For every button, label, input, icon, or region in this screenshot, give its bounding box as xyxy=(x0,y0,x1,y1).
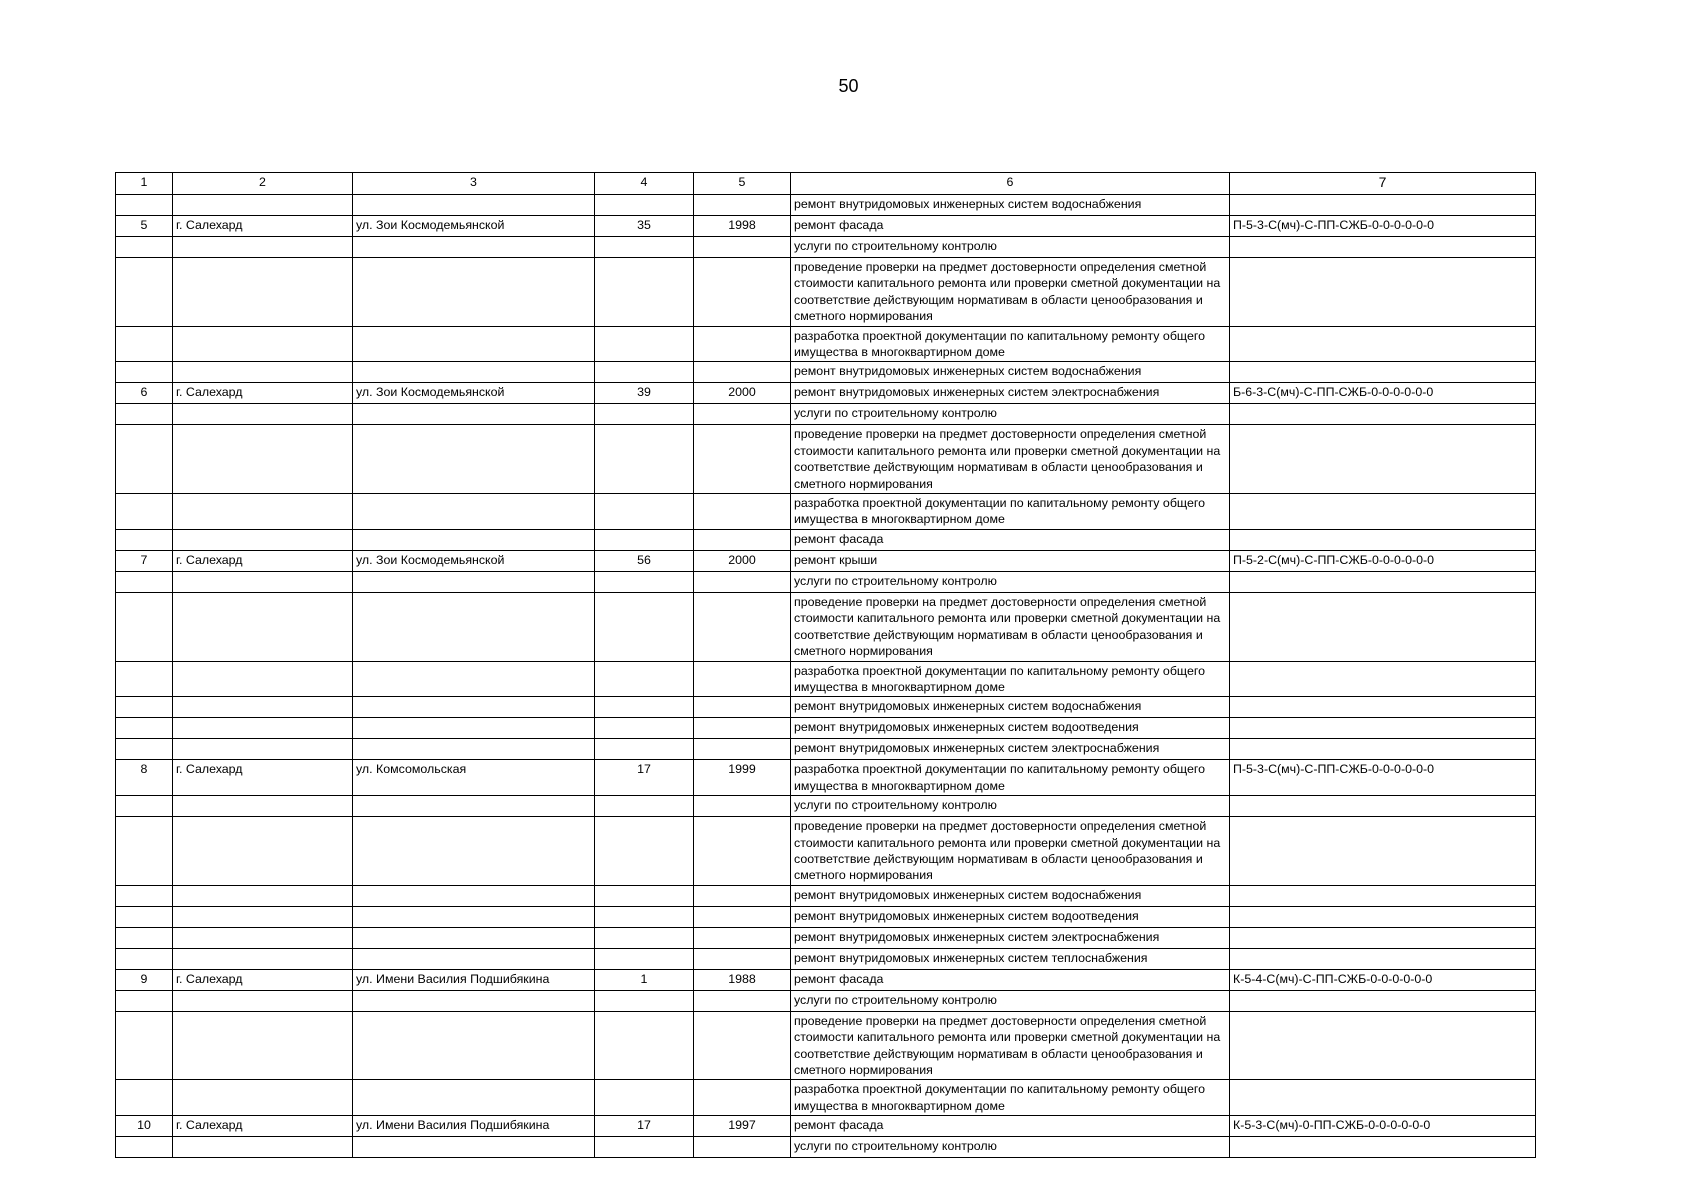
cell-year-built xyxy=(694,885,791,906)
cell-street xyxy=(353,404,595,425)
cell-house-number xyxy=(595,425,694,494)
table-row xyxy=(116,817,1536,886)
cell-row-number xyxy=(116,661,173,697)
table-row xyxy=(116,1137,1536,1158)
cell-row-number xyxy=(116,697,173,718)
cell-city xyxy=(173,425,353,494)
cell-city xyxy=(173,796,353,817)
cell-year-built xyxy=(694,948,791,969)
cell-house-number: 17 xyxy=(595,1116,694,1137)
cell-year-built xyxy=(694,571,791,592)
cell-row-number xyxy=(116,237,173,258)
cell-work-type: ремонт внутридомовых инженерных систем водоснабжения xyxy=(791,362,1230,383)
cell-row-number xyxy=(116,425,173,494)
cell-street xyxy=(353,906,595,927)
cell-year-built xyxy=(694,1080,791,1116)
cell-year-built xyxy=(694,425,791,494)
cell-house-number: 56 xyxy=(595,550,694,571)
cell-house-code xyxy=(1230,948,1536,969)
cell-house-number xyxy=(595,529,694,550)
cell-work-type: разработка проектной документации по капитальному ремонту общего имущества в многоквартирном доме xyxy=(791,494,1230,530)
cell-street xyxy=(353,739,595,760)
cell-house-number xyxy=(595,990,694,1011)
cell-year-built xyxy=(694,326,791,362)
cell-work-type: услуги по строительному контролю xyxy=(791,404,1230,425)
cell-house-number xyxy=(595,592,694,661)
cell-year-built xyxy=(694,404,791,425)
table-row xyxy=(116,906,1536,927)
cell-row-number xyxy=(116,326,173,362)
cell-house-number xyxy=(595,1080,694,1116)
cell-year-built xyxy=(694,362,791,383)
cell-street xyxy=(353,362,595,383)
cell-year-built xyxy=(694,739,791,760)
cell-row-number: 7 xyxy=(116,550,173,571)
cell-house-code xyxy=(1230,237,1536,258)
table-row xyxy=(116,425,1536,494)
cell-row-number xyxy=(116,718,173,739)
cell-house-code xyxy=(1230,817,1536,886)
cell-house-number: 35 xyxy=(595,216,694,237)
cell-year-built xyxy=(694,661,791,697)
table-row xyxy=(116,1080,1536,1116)
header-cell: 2 xyxy=(173,173,353,195)
table-row xyxy=(116,1116,1536,1137)
cell-row-number xyxy=(116,404,173,425)
cell-house-code: К-5-4-С(мч)-С-ПП-СЖБ-0-0-0-0-0-0 xyxy=(1230,969,1536,990)
cell-city xyxy=(173,906,353,927)
cell-house-number xyxy=(595,885,694,906)
cell-house-number xyxy=(595,1011,694,1080)
cell-house-code: П-5-3-С(мч)-С-ПП-СЖБ-0-0-0-0-0-0 xyxy=(1230,216,1536,237)
cell-house-number xyxy=(595,258,694,327)
cell-house-number: 1 xyxy=(595,969,694,990)
cell-house-code xyxy=(1230,697,1536,718)
page-number: 50 xyxy=(838,76,859,96)
cell-work-type: ремонт внутридомовых инженерных систем электроснабжения xyxy=(791,739,1230,760)
cell-year-built xyxy=(694,195,791,216)
cell-city xyxy=(173,1011,353,1080)
cell-city: г. Салехард xyxy=(173,550,353,571)
cell-house-code xyxy=(1230,258,1536,327)
cell-work-type: ремонт фасада xyxy=(791,216,1230,237)
cell-city xyxy=(173,326,353,362)
capital-repair-table xyxy=(115,172,1536,1158)
cell-row-number xyxy=(116,195,173,216)
cell-house-number xyxy=(595,948,694,969)
cell-street: ул. Зои Космодемьянской xyxy=(353,216,595,237)
table-row xyxy=(116,718,1536,739)
cell-house-number xyxy=(595,195,694,216)
cell-house-code xyxy=(1230,796,1536,817)
cell-street xyxy=(353,237,595,258)
cell-city xyxy=(173,404,353,425)
cell-work-type: услуги по строительному контролю xyxy=(791,796,1230,817)
cell-row-number xyxy=(116,948,173,969)
cell-house-code xyxy=(1230,1137,1536,1158)
cell-year-built xyxy=(694,718,791,739)
cell-city: г. Салехард xyxy=(173,760,353,796)
cell-house-number xyxy=(595,817,694,886)
cell-street xyxy=(353,927,595,948)
cell-city xyxy=(173,1137,353,1158)
table-row xyxy=(116,948,1536,969)
table-row xyxy=(116,592,1536,661)
cell-row-number: 6 xyxy=(116,383,173,404)
cell-street xyxy=(353,571,595,592)
cell-work-type: ремонт фасада xyxy=(791,529,1230,550)
cell-city xyxy=(173,817,353,886)
table-row xyxy=(116,237,1536,258)
cell-house-code xyxy=(1230,529,1536,550)
cell-row-number: 5 xyxy=(116,216,173,237)
cell-street xyxy=(353,661,595,697)
cell-work-type: проведение проверки на предмет достоверности определения сметной стоимости капитального ремонта или проверки сметной документации на соответствие действующим нормативам в области ценообразования и сметного нормирования xyxy=(791,592,1230,661)
table-row xyxy=(116,326,1536,362)
cell-street xyxy=(353,697,595,718)
cell-work-type: услуги по строительному контролю xyxy=(791,990,1230,1011)
cell-city xyxy=(173,885,353,906)
cell-street xyxy=(353,326,595,362)
cell-year-built: 2000 xyxy=(694,383,791,404)
cell-row-number: 10 xyxy=(116,1116,173,1137)
cell-street xyxy=(353,817,595,886)
cell-work-type: разработка проектной документации по капитальному ремонту общего имущества в многоквартирном доме xyxy=(791,326,1230,362)
cell-city xyxy=(173,362,353,383)
cell-year-built xyxy=(694,817,791,886)
header-cell: 7 xyxy=(1230,173,1536,195)
cell-house-code xyxy=(1230,927,1536,948)
cell-work-type: ремонт внутридомовых инженерных систем водоснабжения xyxy=(791,697,1230,718)
cell-house-code: П-5-2-С(мч)-С-ПП-СЖБ-0-0-0-0-0-0 xyxy=(1230,550,1536,571)
cell-street xyxy=(353,990,595,1011)
cell-city xyxy=(173,494,353,530)
cell-year-built xyxy=(694,1137,791,1158)
cell-year-built xyxy=(694,258,791,327)
header-cell: 6 xyxy=(791,173,1230,195)
cell-street xyxy=(353,1137,595,1158)
cell-city xyxy=(173,1080,353,1116)
cell-house-number xyxy=(595,796,694,817)
header-cell: 4 xyxy=(595,173,694,195)
cell-house-number xyxy=(595,237,694,258)
cell-house-number xyxy=(595,697,694,718)
cell-year-built xyxy=(694,592,791,661)
cell-house-number xyxy=(595,571,694,592)
cell-city xyxy=(173,718,353,739)
cell-house-code xyxy=(1230,425,1536,494)
cell-year-built xyxy=(694,906,791,927)
cell-street xyxy=(353,494,595,530)
cell-house-number xyxy=(595,362,694,383)
cell-city xyxy=(173,258,353,327)
cell-city: г. Салехард xyxy=(173,383,353,404)
cell-year-built: 1998 xyxy=(694,216,791,237)
cell-row-number: 8 xyxy=(116,760,173,796)
cell-house-number xyxy=(595,906,694,927)
table-row xyxy=(116,383,1536,404)
cell-house-number xyxy=(595,661,694,697)
cell-work-type: разработка проектной документации по капитальному ремонту общего имущества в многоквартирном доме xyxy=(791,760,1230,796)
cell-work-type: ремонт внутридомовых инженерных систем электроснабжения xyxy=(791,927,1230,948)
cell-street xyxy=(353,529,595,550)
cell-street xyxy=(353,1080,595,1116)
cell-house-number: 39 xyxy=(595,383,694,404)
header-cell: 5 xyxy=(694,173,791,195)
cell-city xyxy=(173,529,353,550)
cell-house-number: 17 xyxy=(595,760,694,796)
cell-year-built xyxy=(694,529,791,550)
cell-house-code xyxy=(1230,404,1536,425)
cell-street: ул. Зои Космодемьянской xyxy=(353,550,595,571)
cell-house-code xyxy=(1230,739,1536,760)
cell-house-number xyxy=(595,326,694,362)
cell-house-code xyxy=(1230,362,1536,383)
cell-house-code xyxy=(1230,1080,1536,1116)
cell-house-code xyxy=(1230,906,1536,927)
cell-row-number xyxy=(116,796,173,817)
cell-row-number xyxy=(116,885,173,906)
cell-street xyxy=(353,592,595,661)
cell-house-number xyxy=(595,404,694,425)
cell-row-number xyxy=(116,739,173,760)
table-row xyxy=(116,195,1536,216)
cell-city: г. Салехард xyxy=(173,1116,353,1137)
cell-street: ул. Комсомольская xyxy=(353,760,595,796)
cell-city xyxy=(173,697,353,718)
cell-street: ул. Имени Василия Подшибякина xyxy=(353,1116,595,1137)
cell-year-built xyxy=(694,990,791,1011)
table-row xyxy=(116,885,1536,906)
cell-street xyxy=(353,258,595,327)
cell-house-number xyxy=(595,1137,694,1158)
cell-work-type: услуги по строительному контролю xyxy=(791,571,1230,592)
cell-house-code xyxy=(1230,195,1536,216)
cell-city: г. Салехард xyxy=(173,216,353,237)
cell-row-number xyxy=(116,571,173,592)
table-row xyxy=(116,990,1536,1011)
cell-row-number xyxy=(116,1080,173,1116)
cell-work-type: услуги по строительному контролю xyxy=(791,237,1230,258)
cell-street xyxy=(353,425,595,494)
cell-city: г. Салехард xyxy=(173,969,353,990)
table-row xyxy=(116,969,1536,990)
cell-year-built: 1999 xyxy=(694,760,791,796)
cell-city xyxy=(173,739,353,760)
cell-work-type: разработка проектной документации по капитальному ремонту общего имущества в многоквартирном доме xyxy=(791,1080,1230,1116)
cell-city xyxy=(173,661,353,697)
cell-year-built: 1997 xyxy=(694,1116,791,1137)
table-row xyxy=(116,571,1536,592)
cell-work-type: ремонт внутридомовых инженерных систем водоотведения xyxy=(791,906,1230,927)
cell-house-code xyxy=(1230,885,1536,906)
table-row xyxy=(116,927,1536,948)
cell-work-type: ремонт внутридомовых инженерных систем теплоснабжения xyxy=(791,948,1230,969)
table-row xyxy=(116,529,1536,550)
table-row xyxy=(116,796,1536,817)
cell-city xyxy=(173,195,353,216)
cell-house-code: П-5-3-С(мч)-С-ПП-СЖБ-0-0-0-0-0-0 xyxy=(1230,760,1536,796)
table-row xyxy=(116,494,1536,530)
cell-work-type: ремонт фасада xyxy=(791,1116,1230,1137)
cell-row-number xyxy=(116,494,173,530)
cell-house-code: Б-6-3-С(мч)-С-ПП-СЖБ-0-0-0-0-0-0 xyxy=(1230,383,1536,404)
cell-street: ул. Имени Василия Подшибякина xyxy=(353,969,595,990)
cell-house-code xyxy=(1230,718,1536,739)
table-row xyxy=(116,1011,1536,1080)
cell-city xyxy=(173,990,353,1011)
cell-year-built xyxy=(694,927,791,948)
table-row xyxy=(116,404,1536,425)
cell-row-number xyxy=(116,906,173,927)
cell-street xyxy=(353,195,595,216)
cell-year-built xyxy=(694,1011,791,1080)
cell-house-code xyxy=(1230,571,1536,592)
cell-work-type: ремонт фасада xyxy=(791,969,1230,990)
table-row xyxy=(116,760,1536,796)
table-row xyxy=(116,739,1536,760)
cell-work-type: проведение проверки на предмет достоверности определения сметной стоимости капитального ремонта или проверки сметной документации на соответствие действующим нормативам в области ценообразования и сметного нормирования xyxy=(791,1011,1230,1080)
table-row xyxy=(116,258,1536,327)
cell-city xyxy=(173,237,353,258)
header-cell: 1 xyxy=(116,173,173,195)
cell-city xyxy=(173,571,353,592)
cell-house-code xyxy=(1230,592,1536,661)
cell-row-number xyxy=(116,1011,173,1080)
cell-street xyxy=(353,948,595,969)
cell-street xyxy=(353,885,595,906)
cell-house-number xyxy=(595,494,694,530)
cell-house-code xyxy=(1230,326,1536,362)
cell-house-code xyxy=(1230,990,1536,1011)
cell-house-number xyxy=(595,927,694,948)
cell-street xyxy=(353,718,595,739)
cell-city xyxy=(173,948,353,969)
cell-work-type: ремонт внутридомовых инженерных систем электроснабжения xyxy=(791,383,1230,404)
cell-house-code xyxy=(1230,1011,1536,1080)
cell-house-number xyxy=(595,739,694,760)
cell-year-built: 2000 xyxy=(694,550,791,571)
cell-house-code xyxy=(1230,494,1536,530)
cell-street: ул. Зои Космодемьянской xyxy=(353,383,595,404)
cell-row-number xyxy=(116,817,173,886)
table-row xyxy=(116,661,1536,697)
cell-work-type: ремонт внутридомовых инженерных систем водоснабжения xyxy=(791,195,1230,216)
cell-row-number xyxy=(116,258,173,327)
cell-street xyxy=(353,1011,595,1080)
table-row xyxy=(116,362,1536,383)
cell-work-type: проведение проверки на предмет достоверности определения сметной стоимости капитального ремонта или проверки сметной документации на соответствие действующим нормативам в области ценообразования и сметного нормирования xyxy=(791,817,1230,886)
header-cell: 3 xyxy=(353,173,595,195)
table-row xyxy=(116,216,1536,237)
cell-house-code xyxy=(1230,661,1536,697)
cell-row-number xyxy=(116,927,173,948)
table-row xyxy=(116,697,1536,718)
cell-year-built xyxy=(694,697,791,718)
cell-row-number xyxy=(116,362,173,383)
cell-year-built: 1988 xyxy=(694,969,791,990)
cell-city xyxy=(173,927,353,948)
cell-row-number xyxy=(116,529,173,550)
cell-city xyxy=(173,592,353,661)
cell-work-type: ремонт внутридомовых инженерных систем водоснабжения xyxy=(791,885,1230,906)
cell-year-built xyxy=(694,494,791,530)
header-row xyxy=(116,173,1536,195)
cell-year-built xyxy=(694,796,791,817)
cell-house-number xyxy=(595,718,694,739)
cell-work-type: ремонт крыши xyxy=(791,550,1230,571)
cell-year-built xyxy=(694,237,791,258)
cell-work-type: ремонт внутридомовых инженерных систем водоотведения xyxy=(791,718,1230,739)
cell-work-type: разработка проектной документации по капитальному ремонту общего имущества в многоквартирном доме xyxy=(791,661,1230,697)
cell-work-type: услуги по строительному контролю xyxy=(791,1137,1230,1158)
cell-row-number xyxy=(116,1137,173,1158)
cell-street xyxy=(353,796,595,817)
cell-house-code: К-5-3-С(мч)-0-ПП-СЖБ-0-0-0-0-0-0 xyxy=(1230,1116,1536,1137)
table-row xyxy=(116,550,1536,571)
cell-row-number xyxy=(116,990,173,1011)
cell-work-type: проведение проверки на предмет достоверности определения сметной стоимости капитального ремонта или проверки сметной документации на соответствие действующим нормативам в области ценообразования и сметного нормирования xyxy=(791,258,1230,327)
cell-row-number xyxy=(116,592,173,661)
cell-row-number: 9 xyxy=(116,969,173,990)
cell-work-type: проведение проверки на предмет достоверности определения сметной стоимости капитального ремонта или проверки сметной документации на соответствие действующим нормативам в области ценообразования и сметного нормирования xyxy=(791,425,1230,494)
